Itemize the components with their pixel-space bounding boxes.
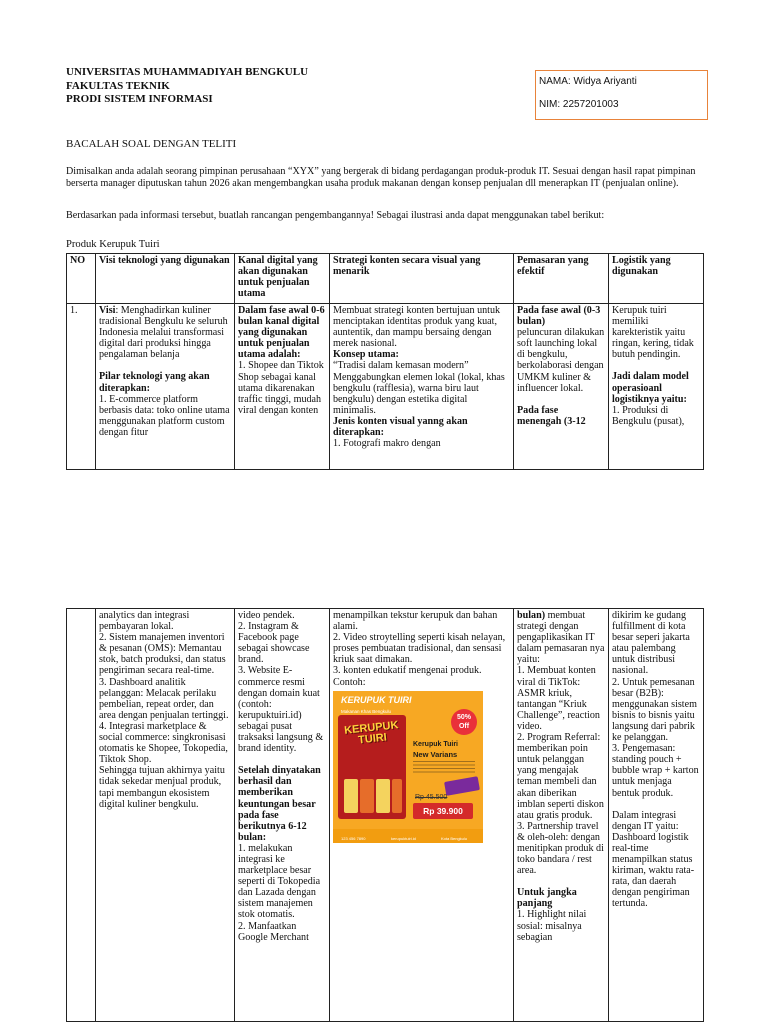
pemasaran-heading-1: Pada fase awal (0-3 bulan) <box>517 305 601 328</box>
promo-web: kerupuktuiri.id <box>391 835 416 841</box>
promo-tagline: Makanan Khas Bengkulu <box>341 708 392 714</box>
pemasaran-item-2: 2. Program Referral: memberikan poin untuk pelanggan yang mengajak teman membeli dan akan diberikan imblan seperti diskon atau gratis produk. <box>517 732 604 821</box>
strategi-cell-continued <box>333 610 510 1020</box>
visi-item-1: 1. E-commerce platform berbasis data: toko online utama menggunakan platform custom dengan fitur <box>99 393 230 438</box>
intro-paragraph: Dimisalkan anda adalah seorang pimpinan perusahaan “XYX” yang bergerak di bidang perdagangan produk-produk IT. Sesuai dengan hasil rapat pimpinan berserta manager diputuskan tahun 2026 akan mengembangkan usaha produk makanan dengan konsep penjualan dll menerapkan IT (penjualan online). <box>66 166 696 190</box>
visi-item-3: 3. Dashboard analitik pelanggan: Melacak perilaku pembelian, repeat order, dan area dengan penjualan tertinggi. <box>99 676 229 721</box>
pemasaran-heading-2: Pada fase menengah (3-12 <box>517 404 586 427</box>
logistik-cell <box>612 305 700 468</box>
logistik-item-1-continued: dikirim ke gudang fulfillment di kota besar seperi jakarta atau palembang untuk distribusi nasional. <box>612 610 690 677</box>
header-pemasaran: Pemasaran yang efektif <box>514 254 609 304</box>
table-caption: Produk Kerupuk Tuiri <box>66 239 160 250</box>
faculty-name: FAKULTAS TEKNIK <box>66 79 170 92</box>
strategi-item-1: 1. Fotografi makro dengan <box>333 438 441 450</box>
pemasaran-text-1: peluncuran dilakukan soft launching lokal di bengkulu, berkolaborasi dengan UMKM kuliner & influencer lokal. <box>517 327 605 394</box>
kanal-item-2: 2. Instagram & Facebook page sebagai showcase brand. <box>238 621 310 666</box>
student-nim: NIM: 2257201003 <box>539 99 619 110</box>
pemasaran-cell-continued <box>517 610 605 1020</box>
kanal-item-4: 1. melakukan integrasi ke marketplace besar seperti di Tokopedia dan Lazada dengan sistem manajemen stok otomatis. <box>238 842 321 921</box>
pemasaran-heading-3: Untuk jangka panjang <box>517 887 577 910</box>
row-number: 1. <box>70 305 78 316</box>
instruction-paragraph: Berdasarkan pada informasi tersebut, buatlah rancangan pengembangannya! Sebagai ilustrasi anda dapat menggunakan tabel berikut: <box>66 210 605 221</box>
strategi-intro: Membuat strategi konten bertujuan untuk menciptakan identitas produk yang kuat, auntentik, dan mampu bersaing dengan merek nasional. <box>333 305 501 350</box>
strategi-item-2: 2. Video stroytelling seperti kisah nelayan, proses pembuatan tradisional, dan sensasi kriuk saat dimakan. <box>333 632 506 666</box>
promo-footer <box>333 829 483 843</box>
promo-description-lines <box>413 761 475 775</box>
kanal-item-1-continued: video pendek. <box>238 610 295 621</box>
visi-item-2: 2. Sistem manajemen inventori & pesanan (OMS): Memantau stok, batch produksi, dan status pengiriman secara real-time. <box>99 632 226 677</box>
pemasaran-text-2: membuat strategi dengan pengaplikasikan IT dalam pemasaran nya yaitu: <box>517 610 605 666</box>
visi-cell <box>99 305 231 468</box>
strategi-item-3: 3. konten edukatif mengenai produk. <box>333 665 482 677</box>
promo-phone: 123 456 7890 <box>341 835 366 841</box>
header-kanal: Kanal digital yang akan digunakan untuk penjualan utama <box>235 254 330 304</box>
visi-label: Visi <box>99 305 116 316</box>
pemasaran-item-1: 1. Membuat konten viral di TikTok: ASMR kriuk, tantangan “Kriuk Challenge”, reaction video. <box>517 665 600 732</box>
student-info-box <box>535 70 708 120</box>
visi-text: : Menghadirkan kuliner tradisional Bengkulu ke seluruh Indonesia melalui transformasi digital dari produksi hingga pengalaman belanja <box>99 305 228 361</box>
plan-table-page1 <box>66 253 704 470</box>
pemasaran-item-3: 3. Partnership travel & oleh-oleh: dengan menitipkan produk di toko bandara / rest area. <box>517 820 604 877</box>
kanal-cell-continued <box>238 610 326 1020</box>
strategi-cell <box>333 305 510 468</box>
product-pack <box>338 715 406 819</box>
logistik-heading-2: Dalam integrasi dengan IT yaitu: <box>612 809 679 832</box>
table-row <box>67 609 704 1022</box>
header-visi: Visi teknologi yang digunakan <box>96 254 235 304</box>
promo-variant: New Varians <box>413 749 458 759</box>
kanal-item-3: 3. Website E-commerce resmi dengan domain kuat (contoh: kerupuktuiri.id) sebagai pusat traksaksi langsung & brand identity. <box>238 665 324 755</box>
document-title: BACALAH SOAL DENGAN TELITI <box>66 138 237 150</box>
promo-old-price: Rp 45.500 <box>415 793 448 801</box>
strategi-contoh: Contoh: <box>333 676 366 688</box>
kanal-heading-1: Dalam fase awal 0-6 bulan kanal digital yang digunakan untuk penjualan utama adalah: <box>238 305 325 361</box>
promo-place: Kota Bengkulu <box>441 835 468 841</box>
discount-badge: 50% Off <box>451 709 477 735</box>
konsep-heading: Konsep utama: <box>333 349 399 361</box>
logistik-item-2: 2. Untuk pemesanan besar (B2B): menggunakan sistem bisnis to bisnis yaitu langsung dari pabrik ke pelanggan. <box>612 676 697 744</box>
pilar-heading: Pilar teknologi yang akan diterapkan: <box>99 371 210 394</box>
header-strategi: Strategi konten secara visual yang menarik <box>330 254 514 304</box>
konsep-text: “Tradisi dalam kemasan modern” Menggabungkan elemen lokal (lokal, khas bengkulu (rafflesia), warna biru laut bengkulu) dengan estetika digital minimalis. <box>333 360 505 416</box>
strategi-item-1-continued: menampilkan tekstur kerupuk dan bahan alami. <box>333 610 498 633</box>
kanal-item-1: 1. Shopee dan Tiktok Shop sebagai kanal utama dikarenakan traffic tinggi, mudah viral dengan konten <box>238 360 324 416</box>
chip-pack <box>376 779 390 813</box>
table-row <box>67 304 704 470</box>
promo-price: Rp 39.900 <box>413 803 473 819</box>
visi-cell-continued <box>99 610 231 1020</box>
logistik-item-1: 1. Produksi di Bengkulu (pusat), <box>612 404 685 427</box>
promo-brand: KERUPUK TUIRI <box>341 694 412 705</box>
logistik-heading-1: Jadi dalam model operasioanl logistiknya yaitu: <box>612 371 689 405</box>
kanal-cell <box>238 305 326 468</box>
university-header <box>66 66 308 107</box>
student-name: NAMA: Widya Ariyanti <box>539 76 637 87</box>
pemasaran-item-4: 1. Highlight nilai sosial: misalnya sebagian <box>517 909 587 943</box>
logistik-item-4: Dashboard logistik real-time menampilkan status kiriman, waktu rata-rata, dan daerah dengan pengiriman tertunda. <box>612 831 695 910</box>
jenis-heading: Jenis konten visual yanng akan diterapkan: <box>333 415 468 439</box>
header-no: NO <box>67 254 96 304</box>
visi-item-1-continued: analytics dan integrasi pembayaran lokal. <box>99 610 190 633</box>
logistik-item-3: 3. Pengemasan: standing pouch + bubble wrap + karton untuk menjaga bentuk produk. <box>612 743 699 799</box>
chip-pack <box>392 779 402 813</box>
row-number-continued <box>70 610 92 1020</box>
plan-table-page2 <box>66 608 704 1022</box>
chip-pack <box>360 779 374 813</box>
visi-closing: Sehingga tujuan akhirnya yaitu tidak sekedar menjual produk, tapi membangun ekosistem digital kuliner bengkulu. <box>99 765 225 810</box>
kanal-heading-2: Setelah dinyatakan berhasil dan memberikan keuntungan besar pada fase berikutnya 6-12 bulan: <box>238 765 321 843</box>
table-header-row <box>67 254 704 304</box>
pemasaran-cell <box>517 305 605 468</box>
university-name: UNIVERSITAS MUHAMMADIYAH BENGKULU <box>66 66 309 78</box>
chip-pack <box>344 779 358 813</box>
logistik-cell-continued <box>612 610 700 1020</box>
header-logistik: Logistik yang digunakan <box>609 254 704 304</box>
visi-item-4: 4. Integrasi marketplace & social commerce: singkronisasi otomatis ke Shopee, Tokopedia, Tiktok Shop. <box>99 720 228 766</box>
product-pack-title: KERUPUK TUIRI <box>343 718 400 747</box>
logistik-intro: Kerupuk tuiri memiliki karekteristik yaitu ringan, kering, tidak butuh pendingin. <box>612 305 694 361</box>
promo-product-name: Kerupuk Tuiri <box>413 740 458 748</box>
promo-image <box>333 691 483 843</box>
pemasaran-heading-2-continued: bulan) <box>517 610 546 621</box>
promo-sticker <box>444 776 480 796</box>
program-name: PRODI SISTEM INFORMASI <box>66 93 213 106</box>
kanal-item-5: 2. Manfaatkan Google Merchant <box>238 920 309 943</box>
